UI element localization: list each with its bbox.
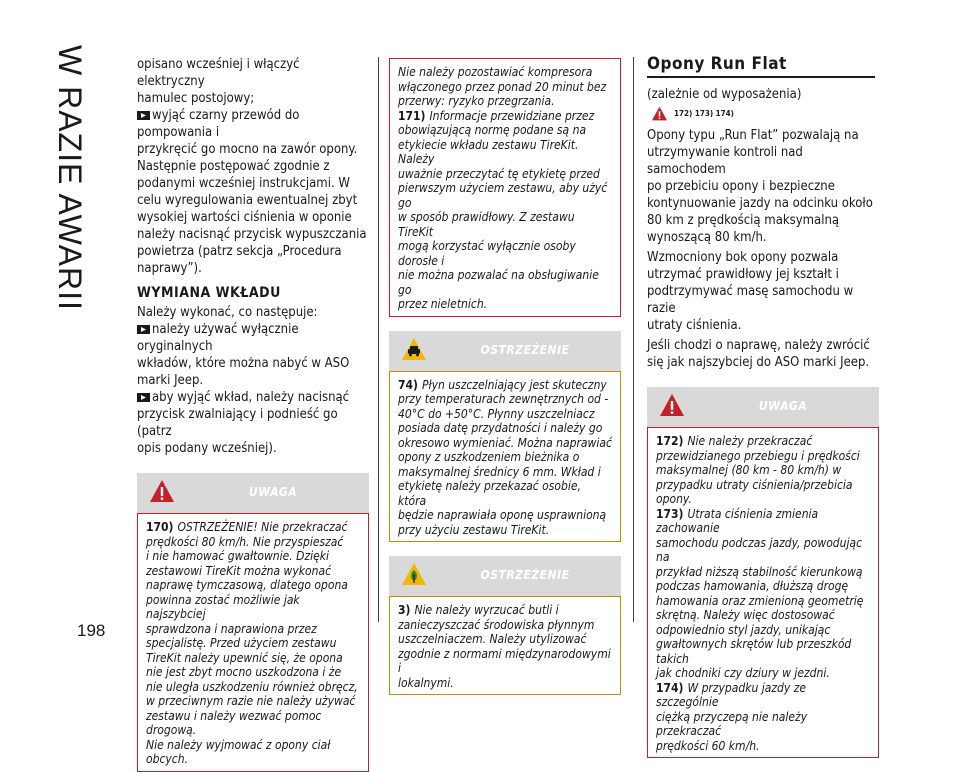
text-line: prędkości 60 km/h. [656, 738, 760, 753]
text-line: TireKit należy upewnić się, że opona [146, 650, 343, 665]
text-line: nie uległa uszkodzeniu również obręcz, [146, 679, 358, 694]
bullet-arrow-icon [137, 393, 150, 402]
text-line: nie jest zbyt mocno uszkodzona i że [146, 665, 342, 679]
text-line: Opony typu „Run Flat” pozwalają na [647, 128, 859, 143]
text-line: włączonego przez ponad 20 minut bez [398, 79, 607, 94]
text-line: odpowiednio styl jazdy, unikając [656, 622, 831, 637]
text-line: przewidzianego przebiegu i prędkości [656, 448, 860, 463]
lead-text: Należy wykonać, co następuje: [137, 305, 318, 320]
text-line: skrętną. Należy więc dostosować [656, 608, 835, 622]
text-line: zanieczyszczać środowiska płynnym [398, 617, 595, 632]
text-line: W przypadku jazdy ze szczególnie [656, 680, 807, 709]
text-line: specjalistę. Przed użyciem zestawu [146, 636, 337, 650]
text-line: Płyn uszczelniający jest skuteczny [421, 377, 607, 392]
text-line: powinna zostać możliwie jak najszybciej [146, 592, 300, 621]
intro-text [137, 56, 369, 107]
text-line: będzie naprawiała oponę usprawnioną [398, 508, 607, 522]
text-line: wysokiej wartości ciśnienia w oponie [137, 210, 352, 225]
caution-label: OSTRZEŻENIE [480, 342, 570, 357]
text-line: maksymalnej (80 km - 80 km/h) w [656, 463, 842, 477]
text-line: opisano wcześniej i włączyć elektryczny [137, 57, 300, 89]
note-number: 174) [656, 680, 684, 695]
text-line: hamulec postojowy; [137, 91, 255, 106]
text-line: przy temperaturach zewnętrznych od - [398, 392, 609, 406]
column-divider [633, 57, 634, 622]
text-line: samochodu podczas jazdy, powodując na [656, 535, 863, 564]
text-line: mogą korzystać wyłącznie osoby dorosłe i [398, 239, 576, 268]
warning-header [647, 387, 879, 427]
warning-box-continued [389, 58, 621, 317]
text-line: utrzymywanie kontroli nad samochodem [647, 145, 803, 177]
text-line: aby wyjąć wkład, należy nacisnąć [152, 390, 350, 405]
text-line: nie można pozwalać na obsługiwanie go [398, 268, 599, 297]
text-line: opony z uszkodzeniem bieżnika o [398, 450, 580, 464]
text-line: utrzymać prawidłowy jej kształt i [647, 267, 839, 282]
text-line: okresowo wymieniać. Można naprawiać [398, 435, 612, 450]
text-line: OSTRZEŻENIE! Nie przekraczać [177, 520, 348, 534]
text-line: przykręcić go mocno na zawór opony. [137, 142, 358, 157]
text-line: należy nacisnąć przycisk wypuszczania [137, 227, 367, 242]
text-line: lokalnymi. [398, 675, 454, 690]
subtitle: (zależnie od wyposażenia) [647, 87, 802, 102]
text-line: etykietę należy przekazać osobie, która [398, 479, 581, 508]
text-line: celu wyregulowania ewentualnej zbyt [137, 193, 358, 208]
bullet-item [137, 389, 369, 457]
warning-box [137, 513, 369, 772]
note-number: 3) [398, 603, 411, 617]
text-line: ciężką przyczepą nie należy przekraczać [656, 709, 808, 738]
text-line: obowiązującą normę podane są na [398, 123, 587, 137]
column-2 [389, 58, 621, 695]
text-line: gwałtownych skrętów lub przeszkód takich [656, 637, 852, 666]
text-line: sprawdzona i naprawiona przez [146, 621, 317, 636]
text-line: Jeśli chodzi o naprawę, należy zwrócić [647, 338, 870, 353]
text-line: Następnie postępować zgodnie z [137, 159, 330, 174]
section-heading: WYMIANA WKŁADU [137, 285, 281, 301]
text-line: naprawy”). [137, 261, 202, 276]
text-line: marki Jeep. [137, 373, 204, 388]
environment-header [389, 556, 621, 596]
text-line: hamowania oraz zmienioną geometrię [656, 593, 864, 608]
warning-label: UWAGA [248, 485, 298, 499]
text-line: etykiecie wkładu zestawu TireKit. Należy [398, 137, 579, 166]
text-line: Nie należy pozostawiać kompresora [398, 65, 593, 79]
environment-label: OSTRZEŻENIE [480, 568, 570, 582]
text-line: Nie należy wyrzucać butli i [414, 603, 559, 617]
text-line: przykład niższą stabilność kierunkową [656, 564, 863, 579]
section-title: Opony Run Flat [647, 56, 875, 78]
warning-reference [651, 105, 879, 123]
text-line: zestawu i należy wezwać pomoc drogową. [146, 708, 322, 737]
text-line: jak chodniki czy dziury w jezdni. [656, 666, 830, 680]
text-line: 80 km z prędkością maksymalną [647, 213, 840, 228]
text-line: uważnie przeczytać tę etykietę przed [398, 166, 600, 181]
side-section-title [26, 45, 86, 605]
text-line: prędkości 80 km/h. Nie przyspieszać [146, 534, 344, 549]
page-number: 198 [77, 621, 106, 640]
warning-triangle-icon [651, 106, 668, 121]
text-line: Nie należy przekraczać [687, 434, 813, 448]
bullet-arrow-icon [137, 111, 150, 120]
note-number: 172) [656, 434, 684, 448]
text-line: się jak najszybciej do ASO marki Jeep. [647, 355, 870, 370]
warning-label: UWAGA [758, 399, 808, 413]
column-1 [137, 56, 369, 772]
note-number: 74) [398, 377, 418, 392]
column-divider [378, 57, 379, 622]
note-number: 171) [398, 108, 426, 123]
text-line: przypadku utraty ciśnienia/przebicia [656, 477, 853, 492]
text-line: pierwszym użyciem zestawu, aby użyć go [398, 181, 608, 210]
text-line: podczas hamowania, dłuższą drogę [656, 579, 849, 593]
paragraph [647, 127, 879, 246]
caution-box [389, 371, 621, 543]
text-line: Nie należy wyjmować z opony ciał obcych. [146, 737, 331, 766]
column-3 [647, 56, 879, 758]
environment-box [389, 596, 621, 695]
text-line: w przeciwnym razie nie należy używać [146, 694, 356, 708]
text-line: opony. [656, 492, 692, 506]
text-line: po przebiciu opony i bezpieczne [647, 179, 835, 194]
text-line: przerwy: ryzyko przegrzania. [398, 94, 555, 108]
text-line: zestawowi TireKit można wykonać [146, 563, 332, 578]
bullet-item [137, 321, 369, 389]
text-line: należy używać wyłącznie oryginalnych [137, 322, 299, 354]
text-line: przez nieletnich. [398, 297, 488, 311]
note-number: 173) [656, 506, 684, 521]
text-line: podanymi wcześniej instrukcjami. W [137, 176, 350, 191]
bullet-arrow-icon [137, 325, 150, 334]
caution-header [389, 331, 621, 371]
text-line: przy użyciu zestawu TireKit. [398, 522, 550, 537]
text-line: kontynuowanie jazdy na odcinku około [647, 196, 873, 211]
text-line: maksymalnej średnicy 6 mm. Wkład i [398, 464, 601, 479]
text-line: 40°C do +50°C. Płynny uszczelniacz [398, 406, 595, 421]
text-line: posiada datę przydatności i należy go [398, 421, 603, 435]
reference-numbers: 172) 173) 174) [674, 109, 734, 118]
text-line: naprawę tymczasową, dlatego opona [146, 578, 348, 592]
text-line: podtrzymywać masę samochodu w razie [647, 284, 854, 316]
text-line: przycisk zwalniający i podnieść go (patrz [137, 407, 338, 439]
paragraph [647, 249, 879, 334]
text-line: wynoszącą 80 km/h. [647, 230, 767, 245]
text-line: Wzmocniony bok opony pozwala [647, 250, 839, 265]
text-line: powietrza (patrz sekcja „Procedura [137, 244, 342, 259]
text-line: Informacje przewidziane przez [429, 108, 595, 123]
bullet-item [137, 107, 369, 277]
text-line: opis podany wcześniej). [137, 441, 277, 456]
text-line: wyjąć czarny przewód do pompowania i [137, 108, 300, 140]
text-line: uszczelniaczem. Należy utylizować [398, 632, 587, 646]
note-number: 170) [146, 520, 174, 534]
text-line: zgodnie z normami międzynarodowymi i [398, 646, 611, 675]
text-line: wkładów, które można nabyć w ASO [137, 356, 350, 371]
side-title-text: W RAZIE AWARII [52, 45, 88, 311]
text-line: utraty ciśnienia. [647, 318, 742, 333]
text-line: i nie hamować gwałtownie. Dzięki [146, 549, 330, 563]
warning-header [137, 473, 369, 513]
text-line: w sposób prawidłowy. Z zestawu TireKit [398, 210, 575, 239]
warning-box [647, 427, 879, 758]
text-line: Utrata ciśnienia zmienia zachowanie [656, 506, 819, 535]
paragraph [647, 337, 879, 371]
